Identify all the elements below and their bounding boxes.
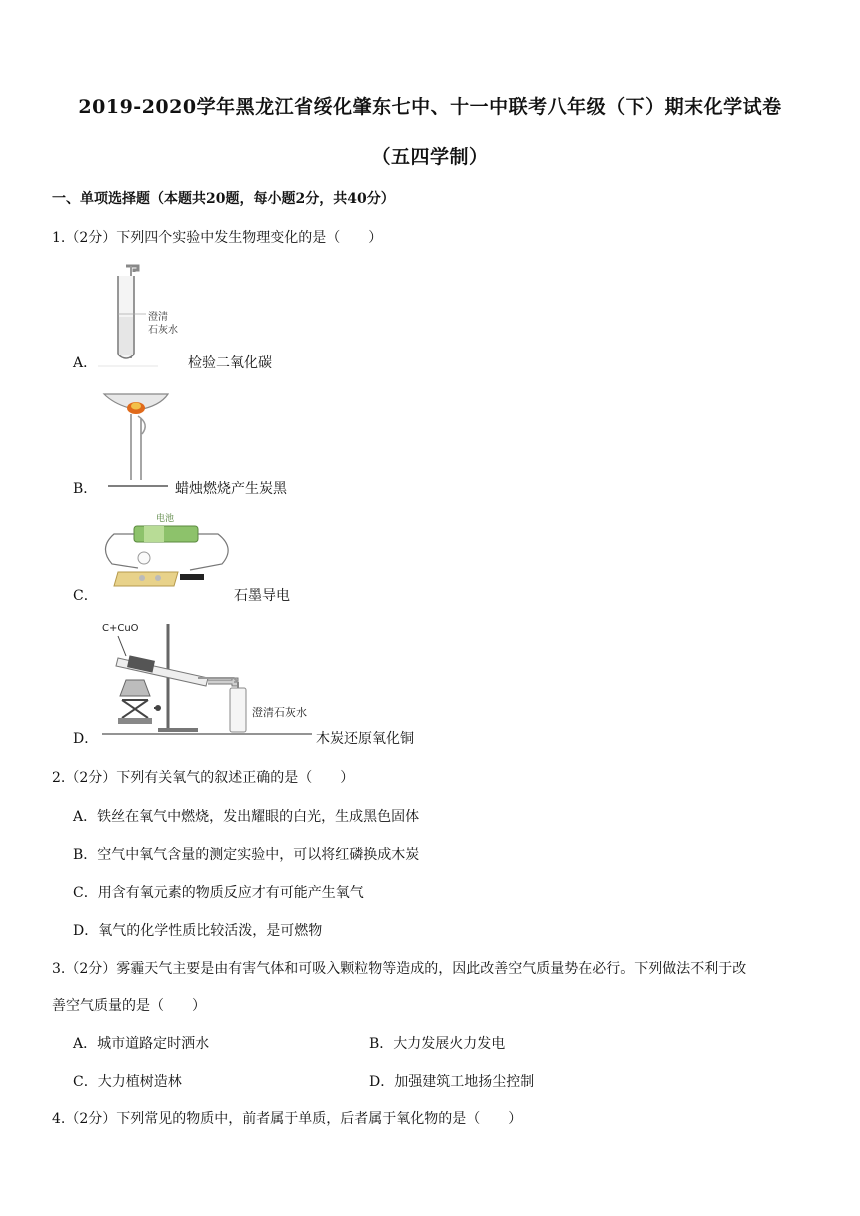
question-3-stem-line2: 善空气质量的是（ ） <box>52 998 206 1014</box>
exam-title-line2: （五四学制） <box>371 146 489 168</box>
q1-option-c-caption: 石墨导电 <box>234 588 290 604</box>
q1-d-fig-label-2: 澄清石灰水 <box>252 706 307 719</box>
exam-title-line1: 2019-2020学年黑龙江省绥化肇东七中、十一中联考八年级（下）期末化学试卷 <box>78 96 782 118</box>
q1-option-d-caption: 木炭还原氧化铜 <box>316 731 414 747</box>
q1-option-a-caption: 检验二氧化碳 <box>188 355 272 371</box>
q1-d-fig-label-1: C+CuO <box>102 623 139 634</box>
q3-option-b: B．大力发展火力发电 <box>369 1036 506 1052</box>
q1-option-d-letter: D． <box>73 731 99 747</box>
q2-option-c: C．用含有氧元素的物质反应才有可能产生氧气 <box>73 885 364 901</box>
section-heading: 一、单项选择题（本题共20题，每小题2分，共40分） <box>52 191 395 207</box>
q1-option-b-figure <box>98 388 178 493</box>
q2-option-d: D．氧气的化学性质比较活泼，是可燃物 <box>73 923 323 939</box>
q1-option-b-caption: 蜡烛燃烧产生炭黑 <box>175 481 287 497</box>
q1-a-fig-label-2: 石灰水 <box>148 325 178 336</box>
q3-option-d: D．加强建筑工地扬尘控制 <box>369 1074 535 1090</box>
q1-option-c-figure <box>98 508 238 600</box>
q2-option-a: A．铁丝在氧气中燃烧，发出耀眼的白光，生成黑色固体 <box>73 809 420 825</box>
q1-option-a-letter: A． <box>73 355 98 371</box>
q2-option-b: B．空气中氧气含量的测定实验中，可以将红磷换成木炭 <box>73 847 420 863</box>
q3-option-c: C．大力植树造林 <box>73 1074 182 1090</box>
question-3-stem-line1: 3.（2分）雾霾天气主要是由有害气体和可吸入颗粒物等造成的，因此改善空气质量势在必行。下列做法不利于改 <box>52 961 747 977</box>
q1-option-b-letter: B． <box>73 481 98 497</box>
q1-c-fig-label: 电池 <box>156 514 175 524</box>
question-1-stem: 1.（2分）下列四个实验中发生物理变化的是（ ） <box>52 230 383 246</box>
q1-a-fig-label-1: 澄清 <box>148 312 168 323</box>
question-2-stem: 2.（2分）下列有关氧气的叙述正确的是（ ） <box>52 770 355 786</box>
q1-option-d-figure <box>98 616 330 740</box>
q1-option-c-letter: C． <box>73 588 98 604</box>
question-4-stem: 4.（2分）下列常见的物质中，前者属于单质，后者属于氧化物的是（ ） <box>52 1111 523 1127</box>
q3-option-a: A．城市道路定时洒水 <box>73 1036 210 1052</box>
